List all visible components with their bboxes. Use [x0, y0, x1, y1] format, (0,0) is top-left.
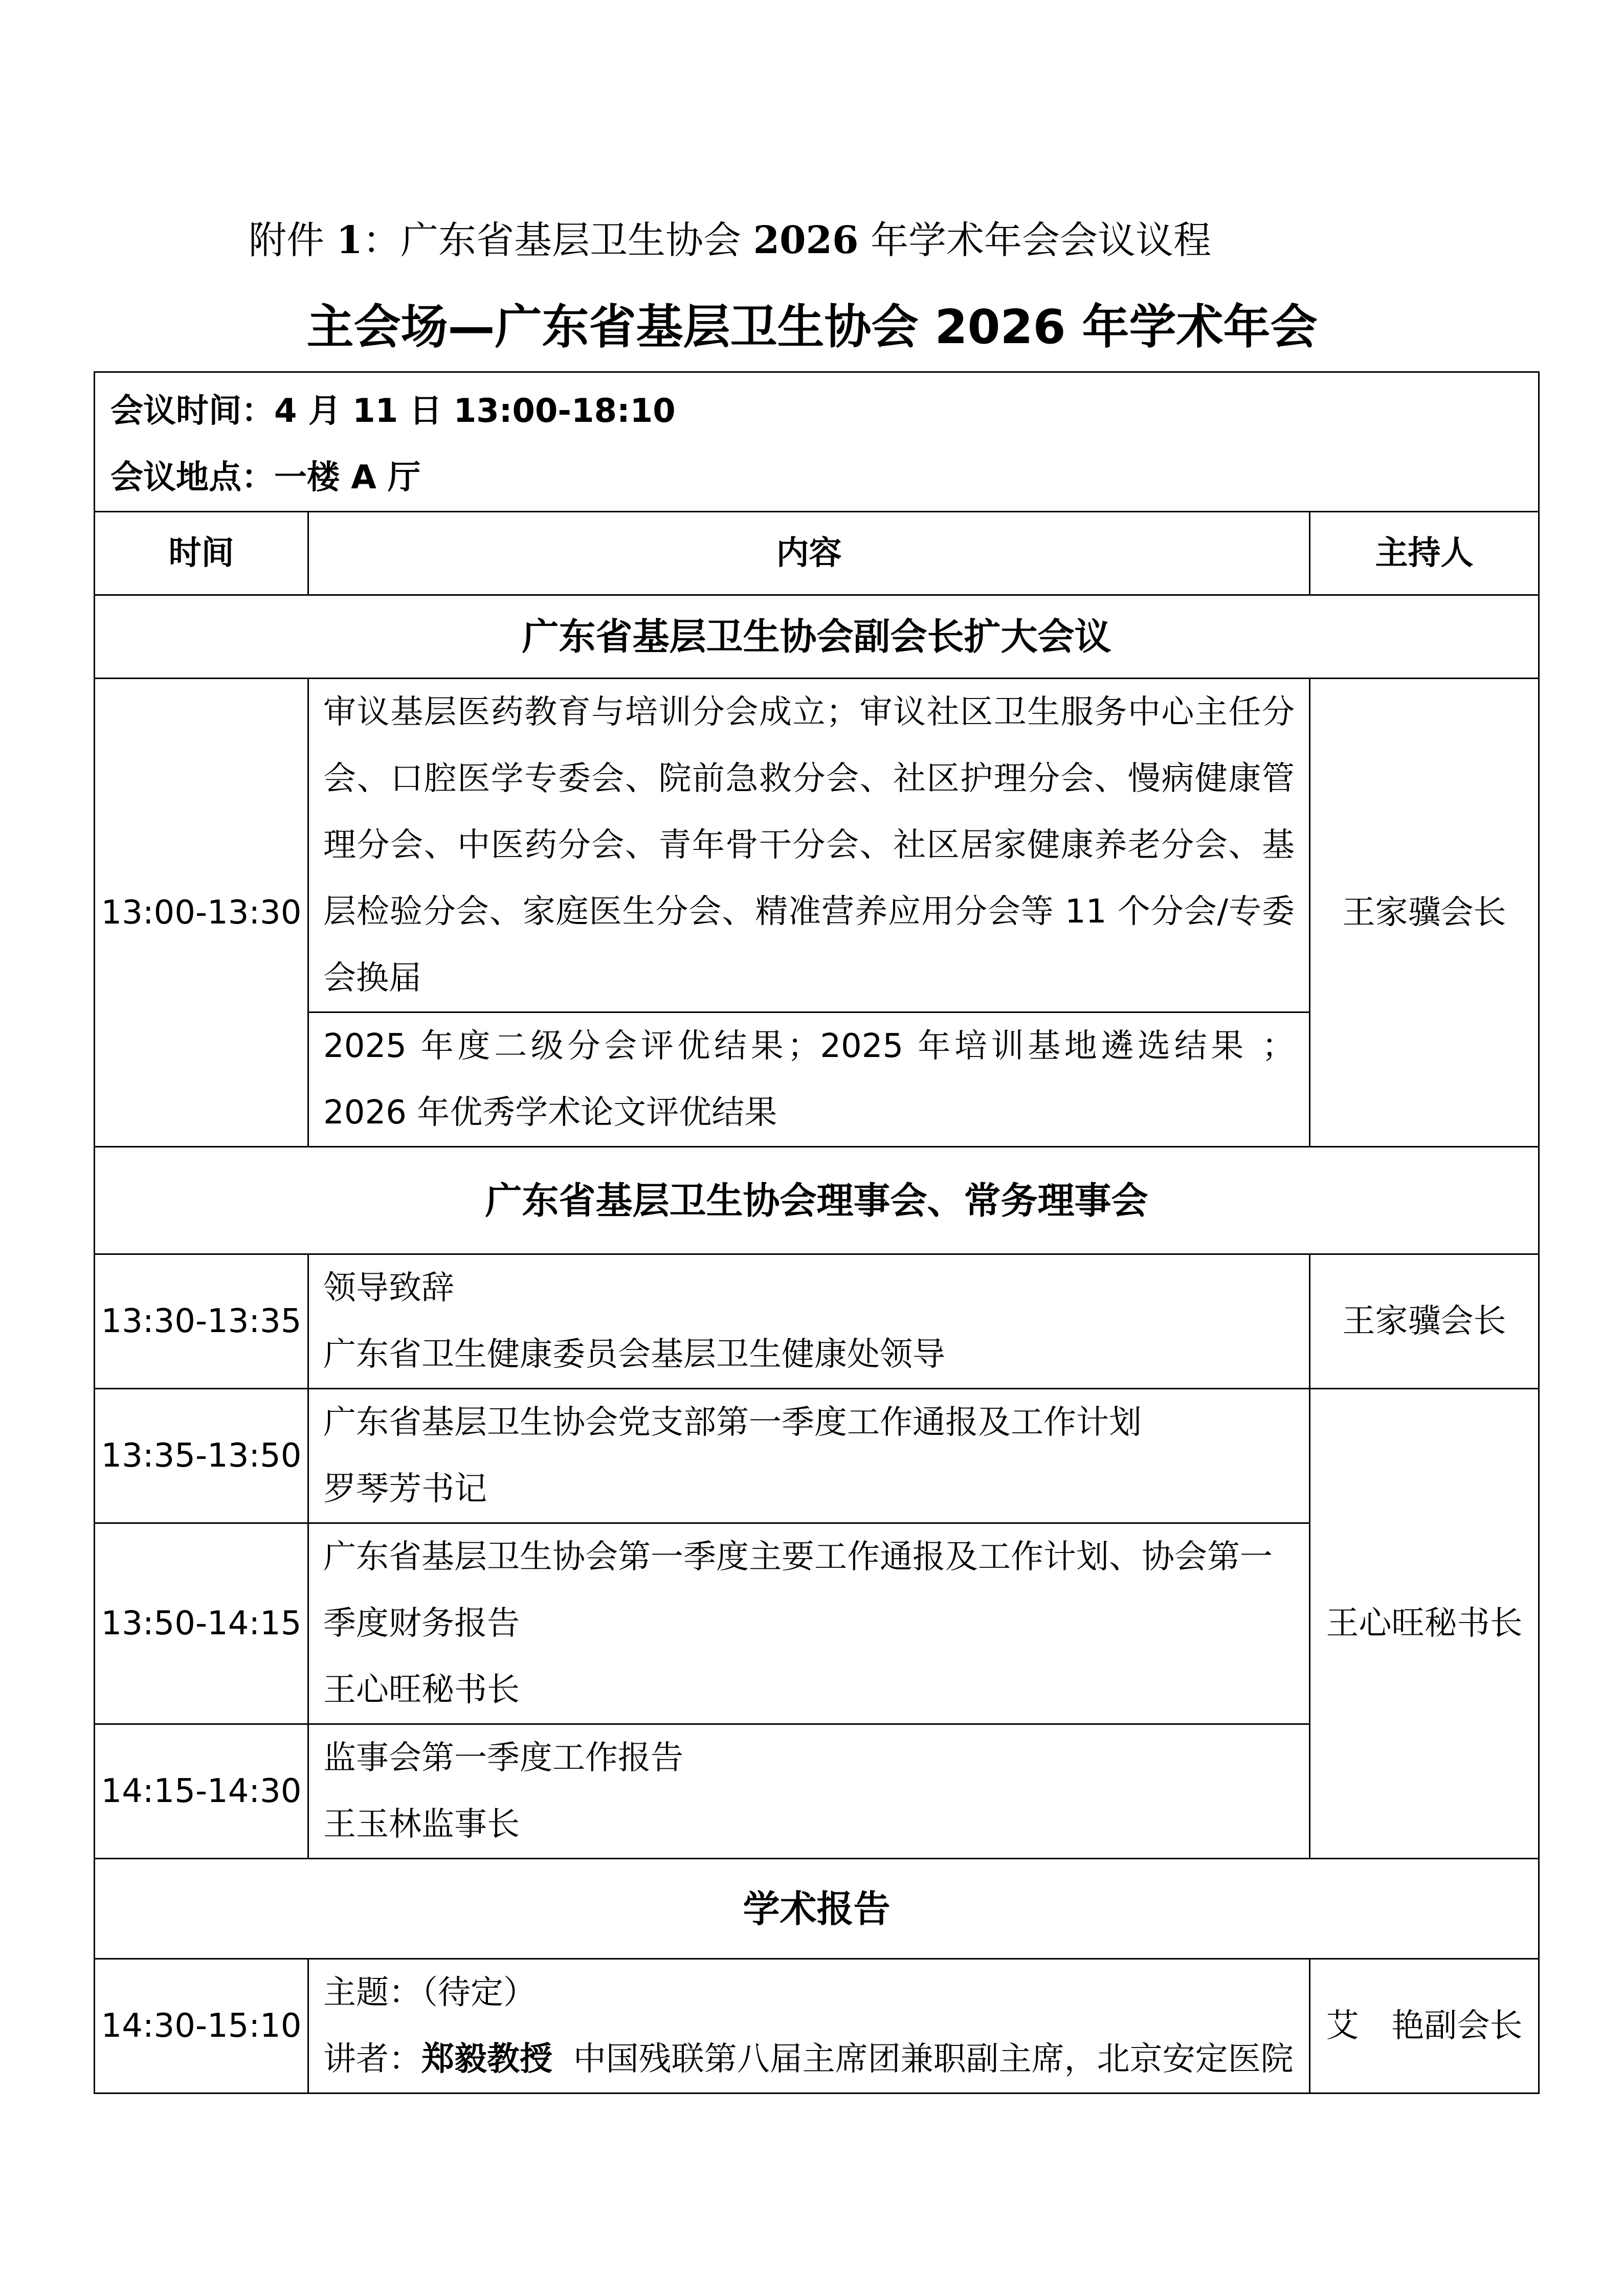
- host-cell: 王心旺秘书长: [1310, 1389, 1539, 1859]
- content-cell: [308, 1959, 1310, 2094]
- speaker-name: 郑毅教授: [421, 2040, 552, 2078]
- section-title-council-meeting: 广东省基层卫生协会理事会、常务理事会: [95, 1147, 1539, 1254]
- agenda-table: [94, 371, 1540, 2094]
- agenda-item-speaker: 王心旺秘书长: [323, 1671, 520, 1709]
- speaker-label: 讲者：: [323, 2040, 421, 2078]
- attachment-year: 2026: [753, 218, 859, 262]
- agenda-item-text: 2025 年度二级分会评优结果；2025 年培训基地遴选结果 ； 2026 年优秀学术论文评优结果: [323, 1027, 1295, 1132]
- attachment-prefix: 附件: [249, 218, 324, 262]
- agenda-item-title: 广东省基层卫生协会第一季度主要工作通报及工作计划、协会第一季度财务报告: [323, 1538, 1273, 1642]
- time-cell: 13:00-13:30: [95, 679, 308, 1147]
- header-time: 时间: [95, 512, 308, 595]
- time-cell: 13:35-13:50: [95, 1389, 308, 1523]
- host-cell: 王家骥会长: [1310, 1254, 1539, 1389]
- speaker-title: 中国残联第八届主席团兼职副主席，北京安定医院: [573, 2040, 1294, 2078]
- section-title-academic-report: 学术报告: [95, 1859, 1539, 1959]
- agenda-item-title: 监事会第一季度工作报告: [323, 1739, 683, 1777]
- table-row: [95, 1254, 1539, 1389]
- page-title: 主会场—广东省基层卫生协会 2026 年学术年会: [306, 300, 1318, 354]
- attachment-text: ：广东省基层卫生协会: [363, 218, 742, 262]
- section-row: [95, 595, 1539, 679]
- section-title-vice-president-meeting: 广东省基层卫生协会副会长扩大会议: [95, 595, 1539, 679]
- agenda-item-speaker: 广东省卫生健康委员会基层卫生健康处领导: [323, 1336, 945, 1374]
- section-row: [95, 1147, 1539, 1254]
- agenda-item-speaker: 罗琴芳书记: [323, 1470, 487, 1508]
- content-cell: [308, 1523, 1310, 1724]
- host-cell: 艾 艳副会长: [1310, 1959, 1539, 2094]
- time-cell: 13:50-14:15: [95, 1523, 308, 1724]
- attachment-number: 1: [336, 218, 363, 262]
- agenda-item-topic: 主题：（待定）: [323, 1974, 536, 2012]
- table-row: [95, 1389, 1539, 1523]
- content-cell: [308, 679, 1310, 1012]
- table-row: [95, 1959, 1539, 2094]
- attachment-suffix: 年学术年会会议议程: [871, 218, 1212, 262]
- agenda-item-text: 审议基层医药教育与培训分会成立；审议社区卫生服务中心主任分会、口腔医学专委会、院前急救分会、社区护理分会、慢病健康管理分会、中医药分会、青年骨干分会、社区居家健康养老分会、基层检验分会、家庭医生分会、精准营养应用分会等 11 个分会/专委会换届: [323, 693, 1295, 997]
- time-cell: 14:15-14:30: [95, 1724, 308, 1859]
- host-cell: 王家骥会长: [1310, 679, 1539, 1147]
- agenda-item-speaker: 王玉林监事长: [323, 1806, 520, 1843]
- table-row: [95, 679, 1539, 1012]
- meeting-place-label: 会议地点：: [110, 459, 274, 497]
- meeting-time-value: 4 月 11 日 13:00-18:10: [274, 392, 676, 430]
- agenda-item-title: 领导致辞: [323, 1269, 454, 1307]
- content-cell: [308, 1389, 1310, 1523]
- time-cell: 13:30-13:35: [95, 1254, 308, 1389]
- meeting-time-label: 会议时间：: [110, 392, 274, 430]
- meeting-info-row: [95, 372, 1539, 512]
- content-cell: [308, 1724, 1310, 1859]
- time-cell: 14:30-15:10: [95, 1959, 308, 2094]
- meeting-place: [110, 444, 1523, 511]
- section-row: [95, 1859, 1539, 1959]
- content-cell: [308, 1254, 1310, 1389]
- attachment-heading: [249, 212, 1211, 268]
- header-host: 主持人: [1310, 512, 1539, 595]
- header-content: 内容: [308, 512, 1310, 595]
- agenda-item-title: 广东省基层卫生协会党支部第一季度工作通报及工作计划: [323, 1404, 1142, 1442]
- meeting-time: [110, 378, 1523, 444]
- content-cell: [308, 1012, 1310, 1147]
- header-row: [95, 512, 1539, 595]
- meeting-place-value: 一楼 A 厅: [274, 459, 421, 497]
- agenda-item-speaker: [323, 2026, 1295, 2092]
- meeting-info: [95, 372, 1539, 512]
